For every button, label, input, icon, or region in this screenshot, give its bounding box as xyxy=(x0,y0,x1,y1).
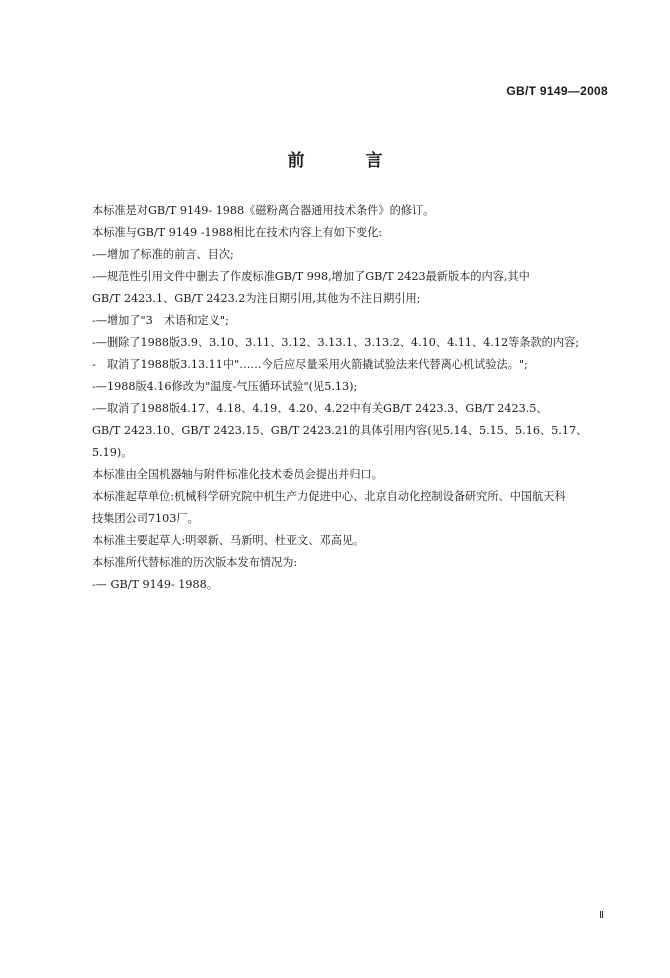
list-item: -—规范性引用文件中删去了作废标准GB/T 998,增加了GB/T 2423最新版本的内容,其中 xyxy=(92,270,530,283)
list-item: -—1988版4.16修改为"温度-气压循环试验"(见5.13); xyxy=(92,380,358,393)
paragraph-changes-intro: 本标准与GB/T 9149 -1988相比在技术内容上有如下变化: xyxy=(92,226,383,239)
paragraph-drafting-units: 本标准起草单位:机械科学研究院中机生产力促进中心、北京自动化控制设备研究所、中国航天科 xyxy=(92,490,566,503)
list-item: -—增加了"3 术语和定义"; xyxy=(92,314,229,327)
paragraph-drafting-units-continuation: 技集团公司7103厂。 xyxy=(92,512,199,525)
list-item: -—取消了1988版4.17、4.18、4.19、4.20、4.22中有关GB/T 2423.3、GB/T 2423.5、 xyxy=(92,402,548,415)
page-title: 前 言 xyxy=(287,151,405,171)
paragraph-proposer: 本标准由全国机器轴与附件标准化技术委员会提出并归口。 xyxy=(92,468,383,481)
list-item: -— GB/T 9149- 1988。 xyxy=(92,578,218,591)
foreword-body xyxy=(92,200,604,596)
paragraph-revision-note: 本标准是对GB/T 9149- 1988《磁粉离合器通用技术条件》的修订。 xyxy=(92,204,435,217)
list-item: -—删除了1988版3.9、3.10、3.11、3.12、3.13.1、3.13.2、4.10、4.11、4.12等条款的内容; xyxy=(92,336,580,349)
standard-code: GB/T 9149—2008 xyxy=(506,84,608,98)
page-number: Ⅱ xyxy=(599,910,604,921)
list-item-continuation: 5.19)。 xyxy=(92,446,133,459)
list-item: - 取消了1988版3.13.11中"……今后应尽量采用火箭撬试验法来代替离心机试验法。"; xyxy=(92,358,528,371)
list-item-continuation: GB/T 2423.10、GB/T 2423.15、GB/T 2423.21的具体引用内容(见5.14、5.15、5.16、5.17、 xyxy=(92,424,588,437)
list-item-continuation: GB/T 2423.1、GB/T 2423.2为注日期引用,其他为不注日期引用; xyxy=(92,292,421,305)
paragraph-drafters: 本标准主要起草人:明翠新、马新明、杜亚文、邓高见。 xyxy=(92,534,365,547)
paragraph-history-intro: 本标准所代替标准的历次版本发布情况为: xyxy=(92,556,298,569)
list-item: -—增加了标准的前言、目次; xyxy=(92,248,234,261)
